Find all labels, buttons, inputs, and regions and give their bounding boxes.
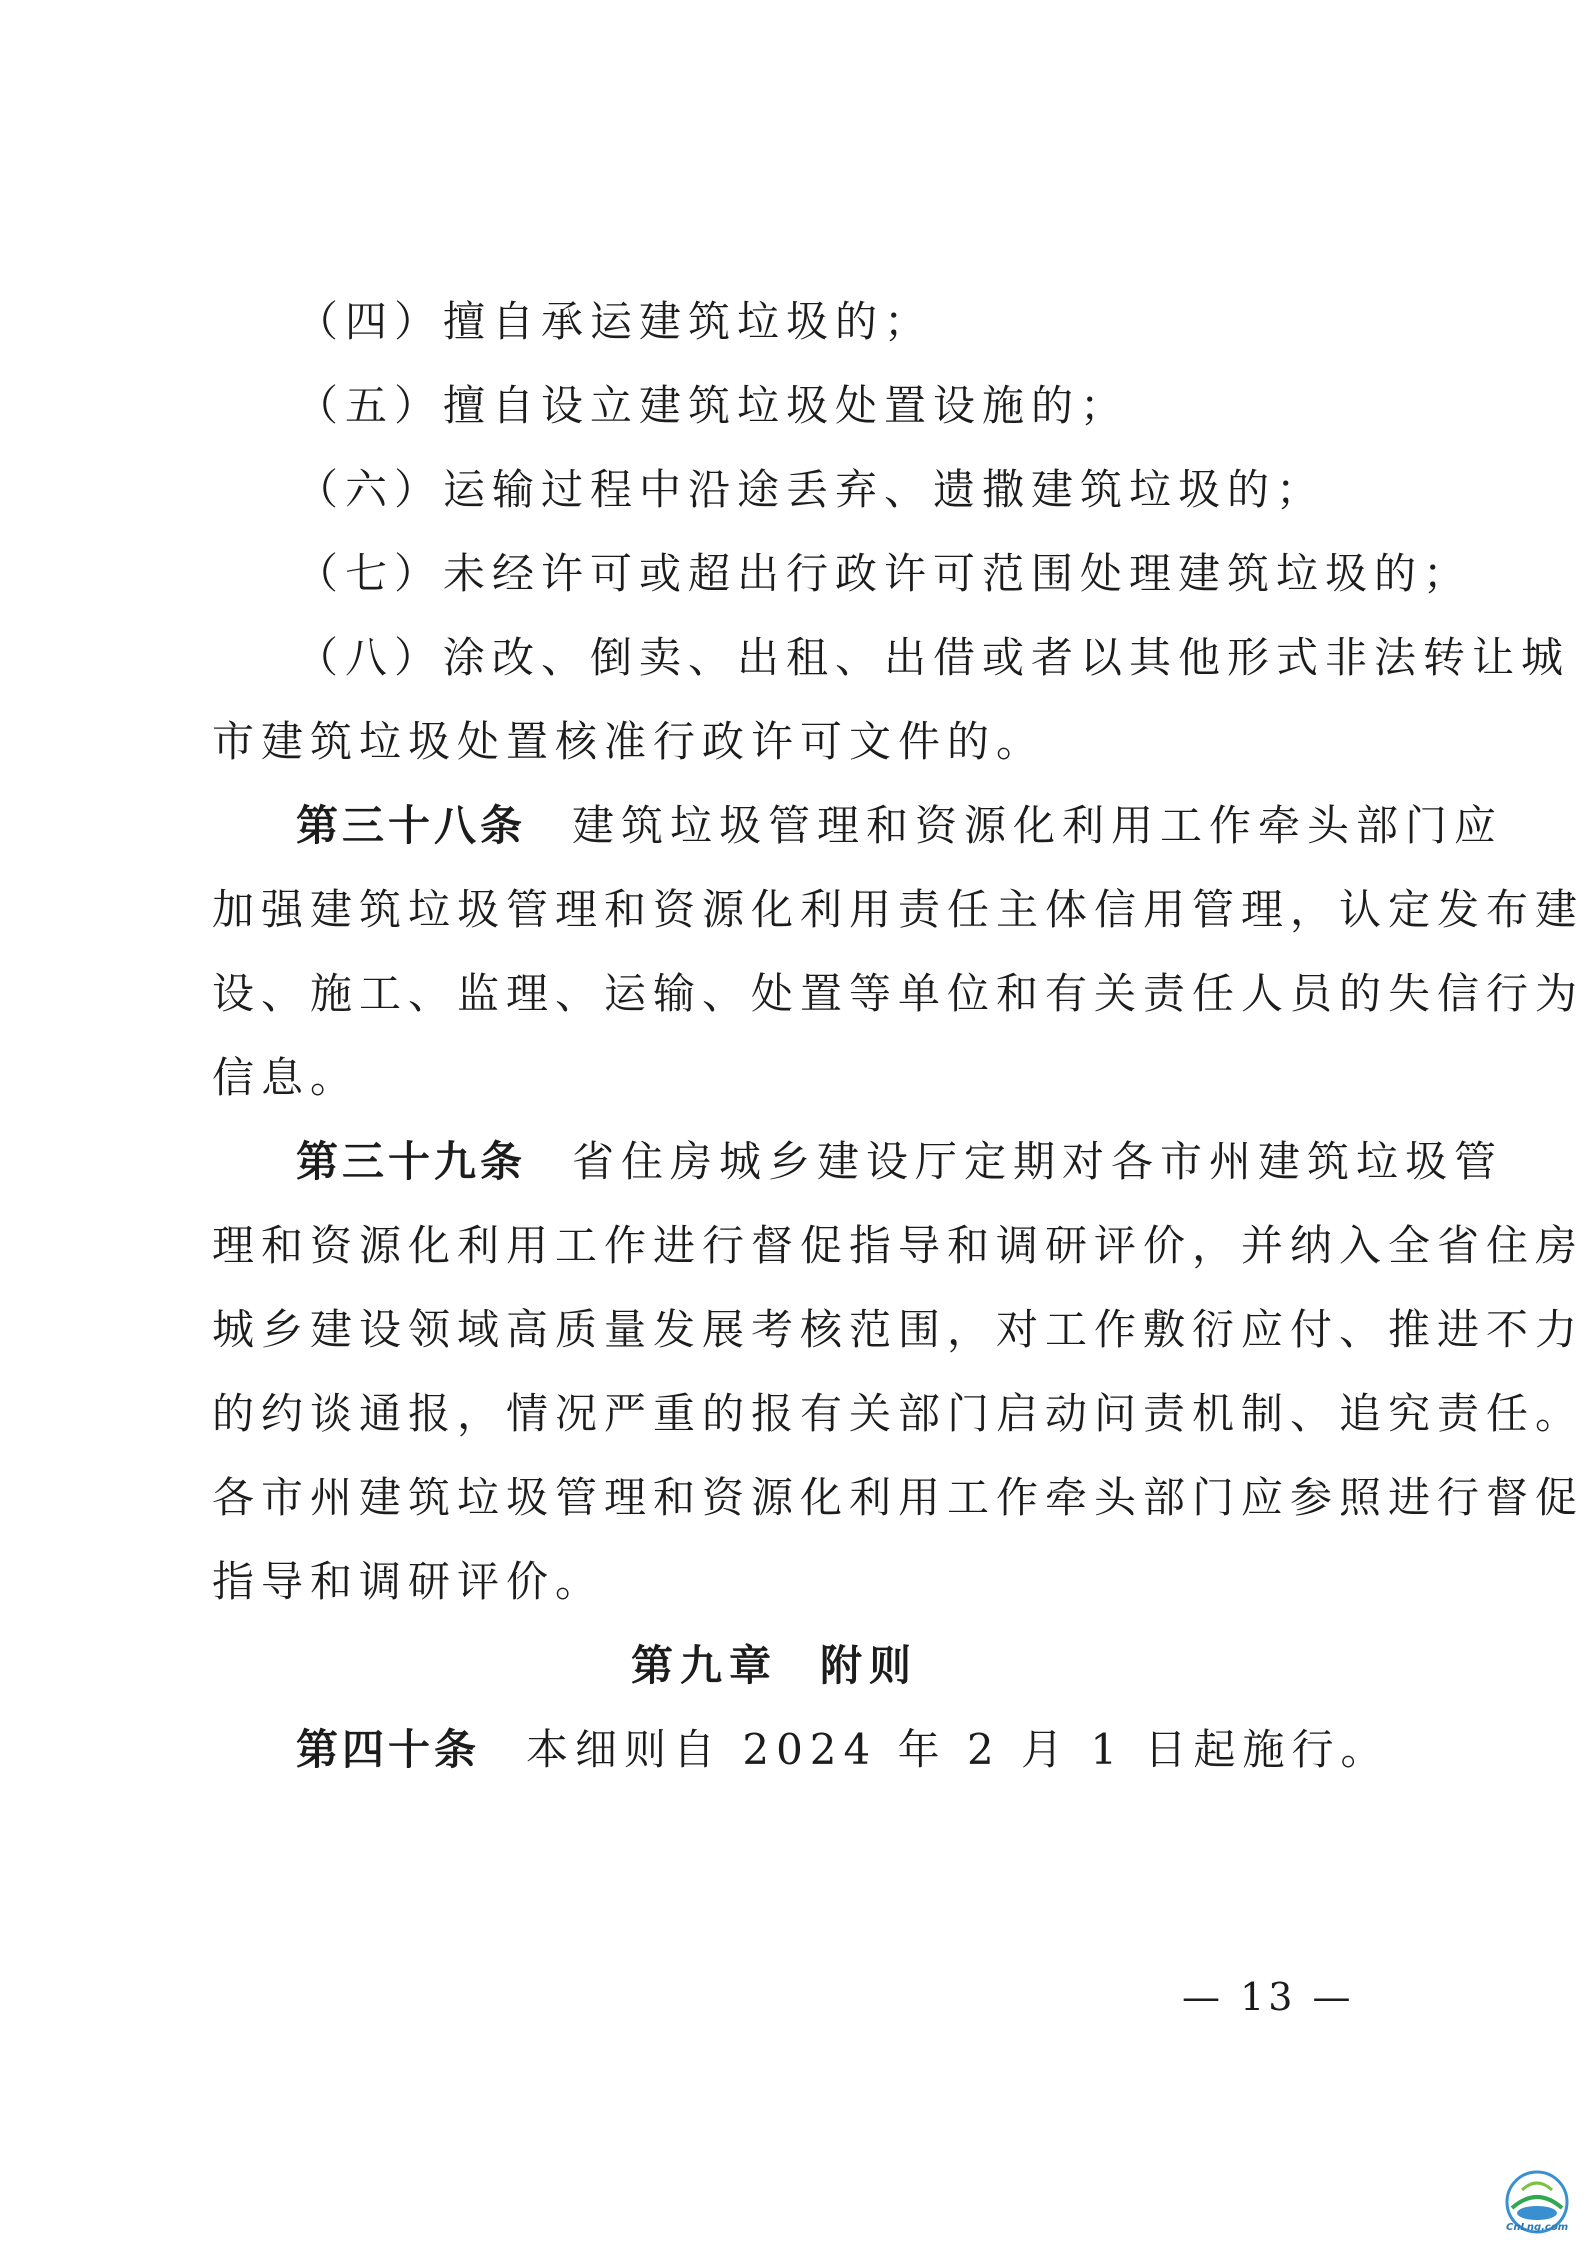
list-item-7: （七）未经许可或超出行政许可范围处理建筑垃圾的； [296,549,1473,598]
article-39-line-1 [212,1120,1504,1204]
article-40-text: 本细则自 2024 年 2 月 1 日起施行。 [526,1725,1390,1774]
list-item-5: （五）擅自设立建筑垃圾处置设施的； [296,381,1130,430]
article-38-text: 建筑垃圾管理和资源化利用工作牵头部门应 [572,801,1504,850]
article-39-line-4: 的约谈通报，情况严重的报有关部门启动问责机制、追究责任。 [212,1389,1585,1438]
page-number: — 13 — [1182,1975,1355,2019]
list-item-4: （四）擅自承运建筑垃圾的； [296,297,934,346]
chapter-number: 第九章 [630,1641,778,1690]
article-39-line-2: 理和资源化利用工作进行督促指导和调研评价，并纳入全省住房 [212,1221,1585,1270]
document-body [212,280,1585,1792]
article-38-line-3: 设、施工、监理、运输、处置等单位和有关责任人员的失信行为 [212,969,1585,1018]
article-38-title: 第三十八条 [296,801,527,850]
watermark-text: CnLng.com [1506,2222,1569,2233]
article-40-line-1 [212,1708,1390,1792]
article-39-text: 省住房城乡建设厅定期对各市州建筑垃圾管 [572,1137,1504,1186]
list-item-8-line-2: 市建筑垃圾处置核准行政许可文件的。 [212,717,1046,766]
list-item-6: （六）运输过程中沿途丢弃、遗撒建筑垃圾的； [296,465,1326,514]
chapter-name: 附则 [820,1641,919,1690]
article-39-title: 第三十九条 [296,1137,527,1186]
article-38-line-4: 信息。 [212,1053,360,1102]
article-39-line-6: 指导和调研评价。 [212,1557,605,1606]
article-38-line-2: 加强建筑垃圾管理和资源化利用责任主体信用管理，认定发布建 [212,885,1585,934]
list-item-8-line-1: （八）涂改、倒卖、出租、出借或者以其他形式非法转让城 [296,633,1571,682]
article-40-title: 第四十条 [296,1725,481,1774]
article-39-line-3: 城乡建设领域高质量发展考核范围，对工作敷衍应付、推进不力 [212,1305,1585,1354]
chapter-heading [212,1624,1377,1708]
article-39-line-5: 各市州建筑垃圾管理和资源化利用工作牵头部门应参照进行督促 [212,1473,1585,1522]
article-38-line-1 [212,784,1504,868]
